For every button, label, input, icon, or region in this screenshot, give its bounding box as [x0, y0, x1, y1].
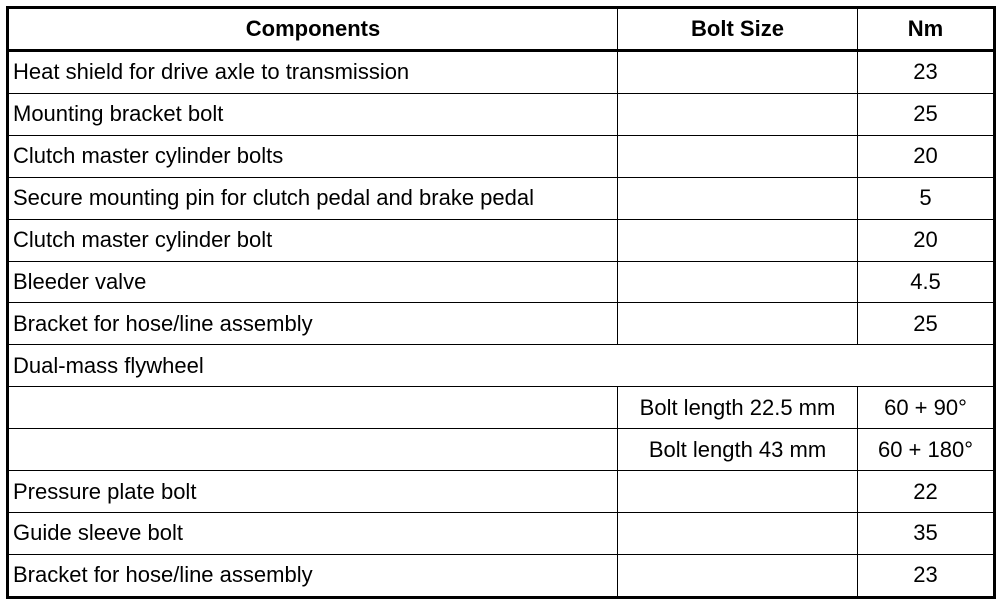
nm-cell: 20 — [858, 219, 995, 261]
component-cell: Pressure plate bolt — [8, 471, 618, 513]
header-components: Components — [8, 8, 618, 51]
bolt-size-cell — [618, 554, 858, 597]
component-cell — [8, 387, 618, 429]
table-row — [8, 261, 995, 303]
table-row-section — [8, 345, 995, 387]
table-row — [8, 93, 995, 135]
torque-spec-table — [6, 6, 996, 599]
table-row — [8, 51, 995, 94]
nm-cell: 20 — [858, 135, 995, 177]
bolt-size-cell — [618, 471, 858, 513]
bolt-size-cell — [618, 303, 858, 345]
nm-cell: 23 — [858, 554, 995, 597]
component-cell: Clutch master cylinder bolt — [8, 219, 618, 261]
nm-cell: 60 + 180° — [858, 429, 995, 471]
component-cell: Secure mounting pin for clutch pedal and brake pedal — [8, 177, 618, 219]
bolt-size-cell — [618, 177, 858, 219]
nm-cell: 35 — [858, 513, 995, 555]
component-cell: Bracket for hose/line assembly — [8, 303, 618, 345]
component-cell: Guide sleeve bolt — [8, 513, 618, 555]
nm-cell: 60 + 90° — [858, 387, 995, 429]
bolt-size-cell — [618, 219, 858, 261]
nm-cell: 23 — [858, 51, 995, 94]
table-row — [8, 177, 995, 219]
header-nm: Nm — [858, 8, 995, 51]
table-row — [8, 303, 995, 345]
component-cell: Mounting bracket bolt — [8, 93, 618, 135]
component-cell: Clutch master cylinder bolts — [8, 135, 618, 177]
table-row — [8, 135, 995, 177]
nm-cell: 25 — [858, 303, 995, 345]
bolt-size-cell — [618, 135, 858, 177]
header-bolt-size: Bolt Size — [618, 8, 858, 51]
nm-cell: 22 — [858, 471, 995, 513]
bolt-size-cell: Bolt length 43 mm — [618, 429, 858, 471]
table-row — [8, 387, 995, 429]
bolt-size-cell — [618, 51, 858, 94]
nm-cell: 5 — [858, 177, 995, 219]
table-row — [8, 219, 995, 261]
bolt-size-cell — [618, 261, 858, 303]
nm-cell: 25 — [858, 93, 995, 135]
table-row — [8, 429, 995, 471]
component-cell: Bracket for hose/line assembly — [8, 554, 618, 597]
component-cell: Bleeder valve — [8, 261, 618, 303]
section-heading-cell: Dual-mass flywheel — [8, 345, 995, 387]
table-row — [8, 471, 995, 513]
nm-cell: 4.5 — [858, 261, 995, 303]
header-row — [8, 8, 995, 51]
component-cell — [8, 429, 618, 471]
bolt-size-cell — [618, 93, 858, 135]
bolt-size-cell — [618, 513, 858, 555]
table-row — [8, 513, 995, 555]
table-row — [8, 554, 995, 597]
component-cell: Heat shield for drive axle to transmission — [8, 51, 618, 94]
bolt-size-cell: Bolt length 22.5 mm — [618, 387, 858, 429]
